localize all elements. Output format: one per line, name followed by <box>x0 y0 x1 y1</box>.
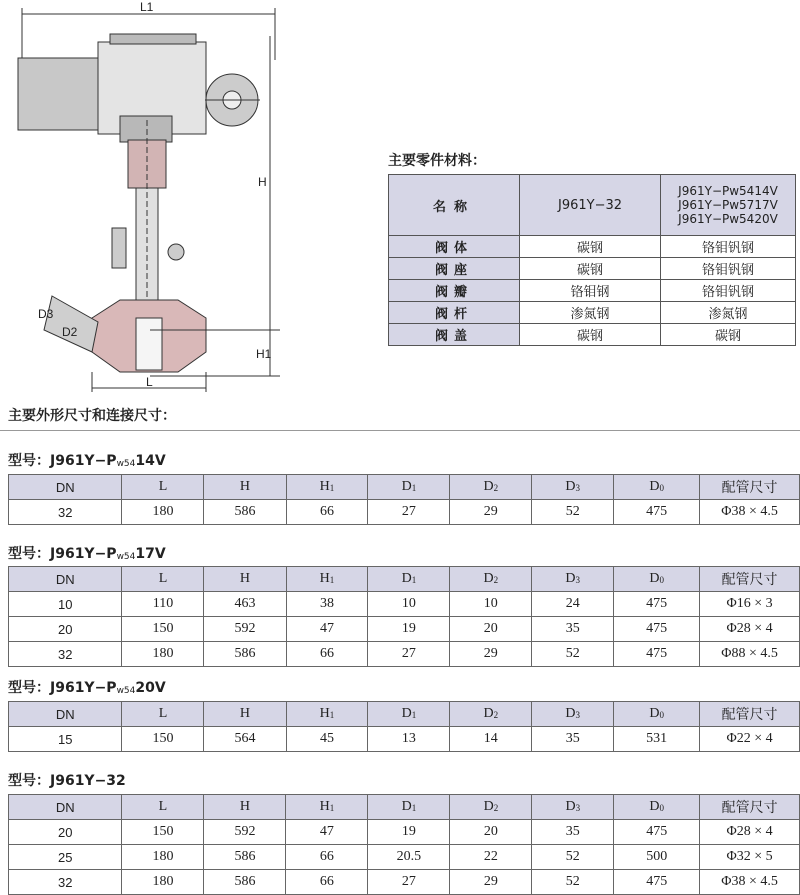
section-divider <box>0 430 800 431</box>
table-cell: 463 <box>204 592 286 617</box>
table-cell: 52 <box>532 500 614 525</box>
table-cell: 475 <box>614 642 700 667</box>
dim-label-l: L <box>146 375 153 389</box>
column-header: H <box>204 795 286 820</box>
column-header: DN <box>9 567 122 592</box>
table-cell: 586 <box>204 500 286 525</box>
column-header: $D_1$ <box>368 795 450 820</box>
table-cell: 29 <box>450 500 532 525</box>
table-cell: Φ22 × 4 <box>700 727 800 752</box>
column-header: $D_2$ <box>450 702 532 727</box>
table-cell: 29 <box>450 642 532 667</box>
materials-row: 阀瓣 铬钼钢 铬钼钒钢 <box>389 280 796 302</box>
table-cell: 475 <box>614 500 700 525</box>
column-header: $D_1$ <box>368 702 450 727</box>
table-cell: 66 <box>286 845 368 870</box>
column-header: DN <box>9 795 122 820</box>
column-header: $H_1$ <box>286 475 368 500</box>
column-header: 配管尺寸 <box>700 475 800 500</box>
table-cell: 586 <box>204 870 286 895</box>
dimension-header-row <box>9 567 800 592</box>
materials-row: 阀体 碳钢 铬钼钒钢 <box>389 236 796 258</box>
table-cell: 20 <box>9 617 122 642</box>
dim-label-l1: L1 <box>140 0 154 14</box>
table-cell: Φ38 × 4.5 <box>700 500 800 525</box>
column-header: L <box>122 795 204 820</box>
table-cell: 66 <box>286 870 368 895</box>
materials-row: 阀座 碳钢 铬钼钒钢 <box>389 258 796 280</box>
dimensions-title: 主要外形尺寸和连接尺寸： <box>8 408 176 424</box>
column-header: DN <box>9 475 122 500</box>
table-cell: 35 <box>532 820 614 845</box>
column-header: H <box>204 567 286 592</box>
table-cell: 27 <box>368 870 450 895</box>
table-cell: 19 <box>368 617 450 642</box>
dim-label-h: H <box>258 175 267 189</box>
column-header: $D_0$ <box>614 702 700 727</box>
materials-header-model-2: J961Y−Pw5414V J961Y−Pw5717V J961Y−Pw5420V <box>661 175 796 236</box>
table-cell: 27 <box>368 642 450 667</box>
table-cell: 66 <box>286 500 368 525</box>
table-cell: 180 <box>122 642 204 667</box>
column-header: L <box>122 567 204 592</box>
table-cell: 475 <box>614 617 700 642</box>
table-cell: 29 <box>450 870 532 895</box>
table-row <box>9 820 800 845</box>
column-header: $D_3$ <box>532 567 614 592</box>
column-header: $D_0$ <box>614 475 700 500</box>
table-cell: 52 <box>532 845 614 870</box>
materials-header-name: 名称 <box>389 175 520 236</box>
table-cell: 22 <box>450 845 532 870</box>
dimension-table <box>8 474 800 525</box>
table-cell: 20 <box>450 617 532 642</box>
table-cell: 38 <box>286 592 368 617</box>
dimension-table <box>8 701 800 752</box>
column-header: 配管尺寸 <box>700 567 800 592</box>
table-cell: Φ28 × 4 <box>700 820 800 845</box>
table-cell: 52 <box>532 870 614 895</box>
table-cell: 150 <box>122 727 204 752</box>
model-title: 型号：J961Y−32 <box>8 773 126 789</box>
table-cell: 20.5 <box>368 845 450 870</box>
table-cell: 10 <box>450 592 532 617</box>
dim-label-d2: D2 <box>62 325 78 339</box>
materials-row: 阀杆 渗氮钢 渗氮钢 <box>389 302 796 324</box>
table-row <box>9 617 800 642</box>
table-cell: 592 <box>204 820 286 845</box>
column-header: H <box>204 475 286 500</box>
dimension-table <box>8 566 800 667</box>
model-title: 型号：$J961Y-P_{w54}14V$ <box>8 453 166 469</box>
model-title: 型号：$J961Y-P_{w54}20V$ <box>8 680 166 696</box>
table-row <box>9 870 800 895</box>
column-header: $D_2$ <box>450 795 532 820</box>
table-cell: 150 <box>122 617 204 642</box>
table-cell: 32 <box>9 500 122 525</box>
table-cell: 150 <box>122 820 204 845</box>
materials-title: 主要零件材料： <box>388 153 486 169</box>
column-header: $H_1$ <box>286 795 368 820</box>
table-cell: 10 <box>9 592 122 617</box>
column-header: $D_2$ <box>450 567 532 592</box>
column-header: $D_0$ <box>614 795 700 820</box>
table-cell: 32 <box>9 870 122 895</box>
table-cell: 25 <box>9 845 122 870</box>
table-cell: 475 <box>614 870 700 895</box>
table-cell: 14 <box>450 727 532 752</box>
column-header: $D_3$ <box>532 702 614 727</box>
column-header: 配管尺寸 <box>700 795 800 820</box>
column-header: $D_2$ <box>450 475 532 500</box>
column-header: H <box>204 702 286 727</box>
column-header: $H_1$ <box>286 702 368 727</box>
table-cell: 110 <box>122 592 204 617</box>
table-cell: Φ88 × 4.5 <box>700 642 800 667</box>
column-header: $D_3$ <box>532 475 614 500</box>
column-header: 配管尺寸 <box>700 702 800 727</box>
column-header: L <box>122 702 204 727</box>
table-cell: 586 <box>204 642 286 667</box>
table-cell: 180 <box>122 500 204 525</box>
table-cell: 27 <box>368 500 450 525</box>
table-cell: 475 <box>614 820 700 845</box>
column-header: $H_1$ <box>286 567 368 592</box>
column-header: L <box>122 475 204 500</box>
table-cell: 15 <box>9 727 122 752</box>
table-cell: 24 <box>532 592 614 617</box>
table-row <box>9 845 800 870</box>
table-cell: 35 <box>532 617 614 642</box>
materials-row: 阀盖 碳钢 碳钢 <box>389 324 796 346</box>
table-cell: Φ16 × 3 <box>700 592 800 617</box>
table-cell: 564 <box>204 727 286 752</box>
table-cell: 180 <box>122 870 204 895</box>
table-cell: 20 <box>9 820 122 845</box>
table-cell: 13 <box>368 727 450 752</box>
table-cell: 32 <box>9 642 122 667</box>
valve-drawing <box>0 0 300 395</box>
table-cell: 531 <box>614 727 700 752</box>
table-cell: 586 <box>204 845 286 870</box>
table-cell: 10 <box>368 592 450 617</box>
table-row <box>9 500 800 525</box>
table-cell: 19 <box>368 820 450 845</box>
table-row <box>9 642 800 667</box>
column-header: $D_1$ <box>368 567 450 592</box>
materials-header-model-1: J961Y−32 <box>520 175 661 236</box>
table-cell: 592 <box>204 617 286 642</box>
table-cell: 66 <box>286 642 368 667</box>
table-cell: Φ32 × 5 <box>700 845 800 870</box>
table-cell: 47 <box>286 820 368 845</box>
table-cell: Φ38 × 4.5 <box>700 870 800 895</box>
dimension-header-row <box>9 702 800 727</box>
table-cell: 52 <box>532 642 614 667</box>
dim-label-h1: H1 <box>256 347 272 361</box>
table-cell: 47 <box>286 617 368 642</box>
column-header: $D_0$ <box>614 567 700 592</box>
table-cell: 45 <box>286 727 368 752</box>
dim-label-d3: D3 <box>38 307 54 321</box>
table-row <box>9 727 800 752</box>
table-cell: 500 <box>614 845 700 870</box>
materials-table <box>388 174 796 346</box>
dimension-header-row <box>9 475 800 500</box>
column-header: DN <box>9 702 122 727</box>
table-cell: 180 <box>122 845 204 870</box>
column-header: $D_3$ <box>532 795 614 820</box>
table-cell: Φ28 × 4 <box>700 617 800 642</box>
dimension-table <box>8 794 800 895</box>
column-header: $D_1$ <box>368 475 450 500</box>
table-row <box>9 592 800 617</box>
table-cell: 20 <box>450 820 532 845</box>
model-title: 型号：$J961Y-P_{w54}17V$ <box>8 546 166 562</box>
table-cell: 475 <box>614 592 700 617</box>
dimension-header-row <box>9 795 800 820</box>
table-cell: 35 <box>532 727 614 752</box>
